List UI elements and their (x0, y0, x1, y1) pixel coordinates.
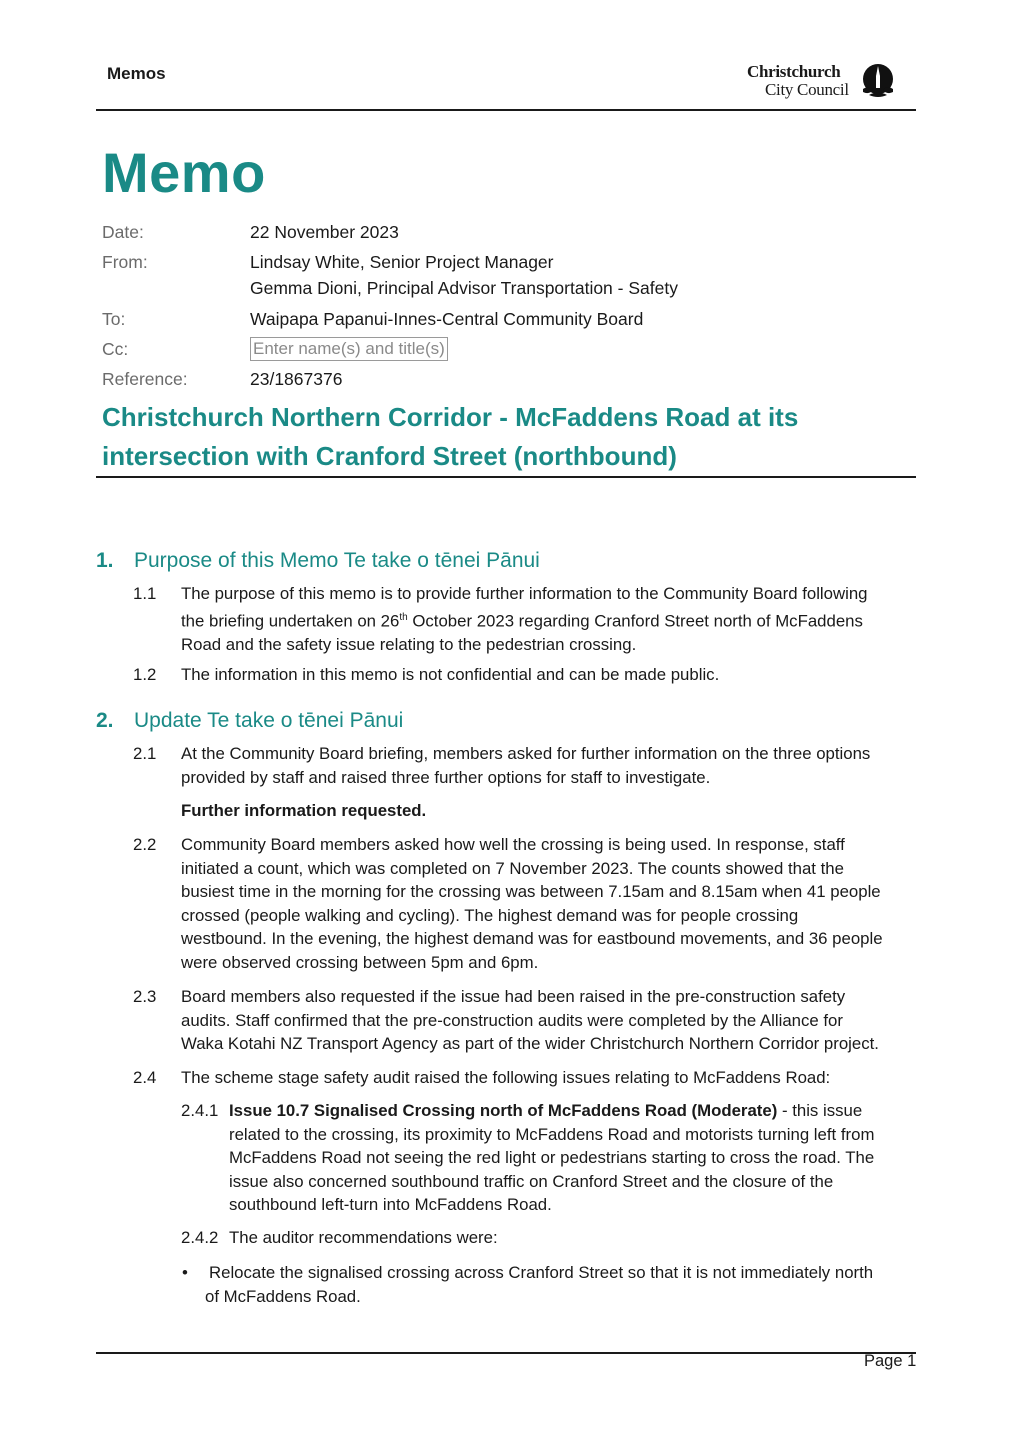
para-2-2-line: busiest time in the morning for the crossing was between 7.15am and 8.15am when 41 people (181, 882, 881, 901)
para-1-2: The information in this memo is not confidential and can be made public. (181, 665, 720, 684)
subject-line-2: intersection with Cranford Street (northbound) (102, 441, 677, 471)
para-2-1-line-2: provided by staff and raised three further options for staff to investigate. (181, 767, 711, 787)
footer-rule (96, 1352, 916, 1354)
para-2-3 (181, 985, 921, 1056)
para-2-4-1 (229, 1099, 929, 1217)
logo-line-2: City Council (765, 80, 849, 99)
from-value-2: Gemma Dioni, Principal Advisor Transportation - Safety (250, 278, 678, 298)
para-1-1 (181, 582, 921, 656)
further-info-subheading: Further information requested. (181, 801, 427, 820)
para-1-1-line-1: The purpose of this memo is to provide further information to the Community Board following (181, 584, 868, 603)
para-2-4-1-number: 2.4.1 (181, 1101, 219, 1120)
para-2-1 (181, 742, 921, 789)
date-value: 22 November 2023 (250, 222, 399, 242)
para-2-3-line: Board members also requested if the issue had been raised in the pre-construction safety (181, 987, 846, 1006)
header-rule (96, 109, 916, 111)
issue-title-rest: - this issue (777, 1101, 863, 1120)
para-2-2-line: were observed crossing between 5pm and 6pm. (181, 952, 539, 972)
para-2-1-line-1: At the Community Board briefing, members asked for further information on the three options (181, 744, 871, 763)
bullet-item (205, 1261, 925, 1308)
memo-title: Memo (102, 141, 266, 204)
para-2-4-1-line: related to the crossing, its proximity to McFaddens Road and motorists turning left from (229, 1124, 875, 1144)
para-2-4: The scheme stage safety audit raised the following issues relating to McFaddens Road: (181, 1068, 831, 1087)
bullet-line-1: Relocate the signalised crossing across Cranford Street so that it is not immediately north (209, 1263, 874, 1282)
para-2-2-number: 2.2 (133, 835, 157, 854)
para-2-4-1-line: issue also concerned southbound traffic on Cranford Street and the closure of the (229, 1171, 834, 1191)
para-2-3-line: audits. Staff confirmed that the pre-construction audits were completed by the Alliance for (181, 1010, 843, 1030)
issue-title: Issue 10.7 Signalised Crossing north of McFaddens Road (Moderate) (229, 1101, 778, 1120)
to-value: Waipapa Papanui-Innes-Central Community Board (250, 309, 644, 329)
cc-label: Cc: (102, 339, 129, 359)
para-2-4-1-line: southbound left-turn into McFaddens Road. (229, 1195, 552, 1214)
para-2-4-2-number: 2.4.2 (181, 1228, 219, 1247)
para-1-1-line-2 (181, 606, 921, 633)
para-1-1-line-3: Road and the safety issue relating to the pedestrian crossing. (181, 634, 637, 654)
para-1-2-number: 1.2 (133, 665, 157, 684)
to-label: To: (102, 309, 126, 329)
para-2-2-line: westbound. In the evening, the highest demand was for eastbound movements, and 36 people (181, 929, 883, 948)
para-2-4-1-line: McFaddens Road not seeing the red light or pedestrians starting to cross the road. The (229, 1148, 875, 1167)
para-2-1-number: 2.1 (133, 744, 157, 763)
subject-line-1: Christchurch Northern Corridor - McFaddens Road at its (102, 402, 799, 432)
ordinal-suffix: th (399, 611, 408, 623)
page-number: Page 1 (864, 1352, 917, 1370)
para-2-2-line: initiated a count, which was completed on 7 November 2023. The counts showed that the (181, 858, 844, 878)
section-1-number: 1. (96, 549, 114, 572)
header-section-label: Memos (107, 64, 166, 83)
council-logo (745, 62, 905, 102)
reference-value: 23/1867376 (250, 369, 343, 389)
para-2-3-line: Waka Kotahi NZ Transport Agency as part of the wider Christchurch Northern Corridor project. (181, 1034, 879, 1053)
para-2-4-2: The auditor recommendations were: (229, 1228, 498, 1247)
date-label: Date: (102, 222, 144, 242)
bullet-line-2: of McFaddens Road. (205, 1286, 361, 1306)
para-2-2-line: crossed (people walking and cycling). The highest demand was for people crossing (181, 905, 799, 925)
from-value-1: Lindsay White, Senior Project Manager (250, 252, 554, 272)
para-2-2-line: Community Board members asked how well the crossing is being used. In response, staff (181, 835, 845, 854)
subject-rule (96, 476, 916, 478)
logo-line-1: Christchurch (747, 62, 841, 81)
cc-field[interactable]: Enter name(s) and title(s) (250, 337, 448, 361)
para-1-1-number: 1.1 (133, 584, 157, 603)
para-2-2 (181, 833, 921, 974)
reference-label: Reference: (102, 369, 188, 389)
para-2-4-number: 2.4 (133, 1068, 157, 1087)
bullet-icon: • (182, 1263, 188, 1282)
section-2-title: Update Te take o tēnei Pānui (134, 709, 404, 732)
section-1-title: Purpose of this Memo Te take o tēnei Pānui (134, 549, 540, 572)
para-1-1-line-2b: October 2023 regarding Cranford Street north of McFaddens (407, 611, 863, 631)
memo-subject (102, 398, 912, 476)
para-2-3-number: 2.3 (133, 987, 157, 1006)
from-label: From: (102, 252, 148, 272)
para-1-1-line-2a: the briefing undertaken on 26 (181, 611, 400, 631)
cathedral-logo-icon (859, 62, 897, 100)
section-2-number: 2. (96, 709, 114, 732)
para-2-4-1-line-1 (229, 1099, 929, 1123)
